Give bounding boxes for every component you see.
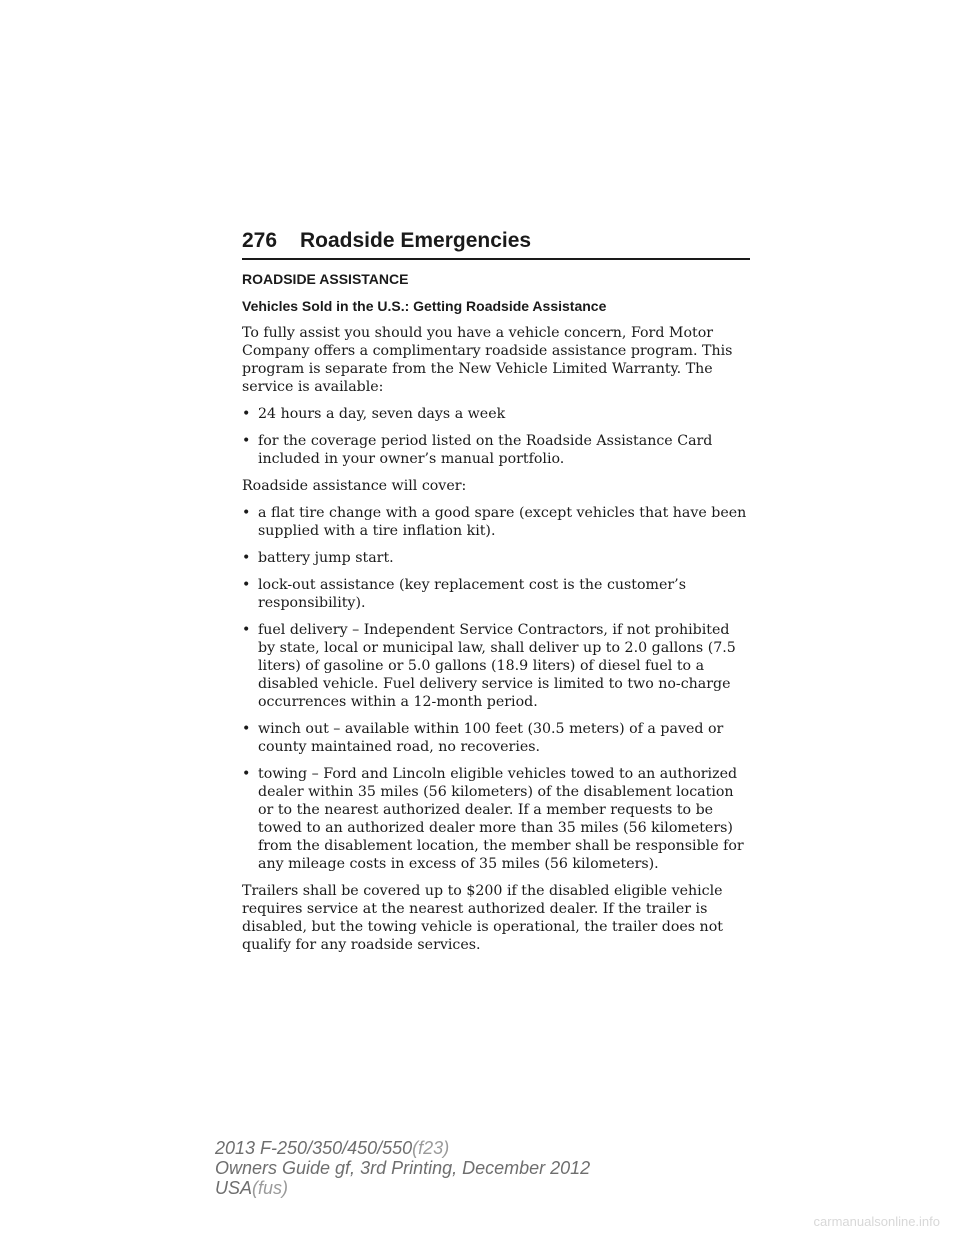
document-footer	[215, 1138, 590, 1198]
page-content	[242, 270, 750, 963]
list-item: • for the coverage period listed on the Roadside Assistance Card included in your owner’s manual portfolio.	[242, 432, 750, 468]
chapter-title: Roadside Emergencies	[300, 229, 532, 252]
list-item: • 24 hours a day, seven days a week	[242, 405, 750, 423]
coverage-intro: Roadside assistance will cover:	[242, 478, 467, 494]
footer-line-model	[215, 1138, 590, 1158]
availability-list	[242, 405, 750, 468]
list-item: • a flat tire change with a good spare (except vehicles that have been supplied with a tire inflation kit).	[242, 504, 750, 540]
list-item: • fuel delivery – Independent Service Contractors, if not prohibited by state, local or municipal law, shall deliver up to 2.0 gallons (7.5 liters) of gasoline or 5.0 gallons (18.9 liters) of diesel fuel to a disabled vehicle. Fuel delivery service is limited to two no-charge occurrences within a 12-month period.	[242, 621, 750, 711]
page-header	[242, 228, 750, 260]
list-item: • towing – Ford and Lincoln eligible vehicles towed to an authorized dealer within 35 miles (56 kilometers) of the disablement location or to the nearest authorized dealer. If a member requests to be towed to an authorized dealer more than 35 miles (56 kilometers) from the disablement location, the member shall be responsible for any mileage costs in excess of 35 miles (56 kilometers).	[242, 765, 750, 873]
list-item: • lock-out assistance (key replacement cost is the customer’s responsibility).	[242, 576, 750, 612]
intro-paragraph: To fully assist you should you have a vehicle concern, Ford Motor Company offers a complimentary roadside assistance program. This program is separate from the New Vehicle Limited Warranty. The service is available:	[242, 325, 733, 395]
section-subtitle: Vehicles Sold in the U.S.: Getting Roadside Assistance	[242, 298, 607, 314]
trailer-paragraph: Trailers shall be covered up to $200 if the disabled eligible vehicle requires service at the nearest authorized dealer. If the trailer is disabled, but the towing vehicle is operational, the trailer does not qualify for any roadside services.	[242, 883, 723, 953]
footer-market-code: (fus)	[252, 1178, 289, 1198]
list-item: • winch out – available within 100 feet (30.5 meters) of a paved or county maintained road, no recoveries.	[242, 720, 750, 756]
list-item: • battery jump start.	[242, 549, 750, 567]
page-number: 276	[242, 229, 278, 252]
section-title: ROADSIDE ASSISTANCE	[242, 271, 409, 287]
footer-line-edition: Owners Guide gf, 3rd Printing, December 2012	[215, 1158, 591, 1178]
footer-line-market	[215, 1178, 590, 1198]
footer-model: 2013 F-250/350/450/550	[215, 1138, 413, 1158]
coverage-list	[242, 504, 750, 873]
site-watermark: carmanualsonline.info	[813, 1214, 940, 1229]
footer-market: USA	[215, 1178, 253, 1198]
footer-model-code: (f23)	[412, 1138, 450, 1158]
